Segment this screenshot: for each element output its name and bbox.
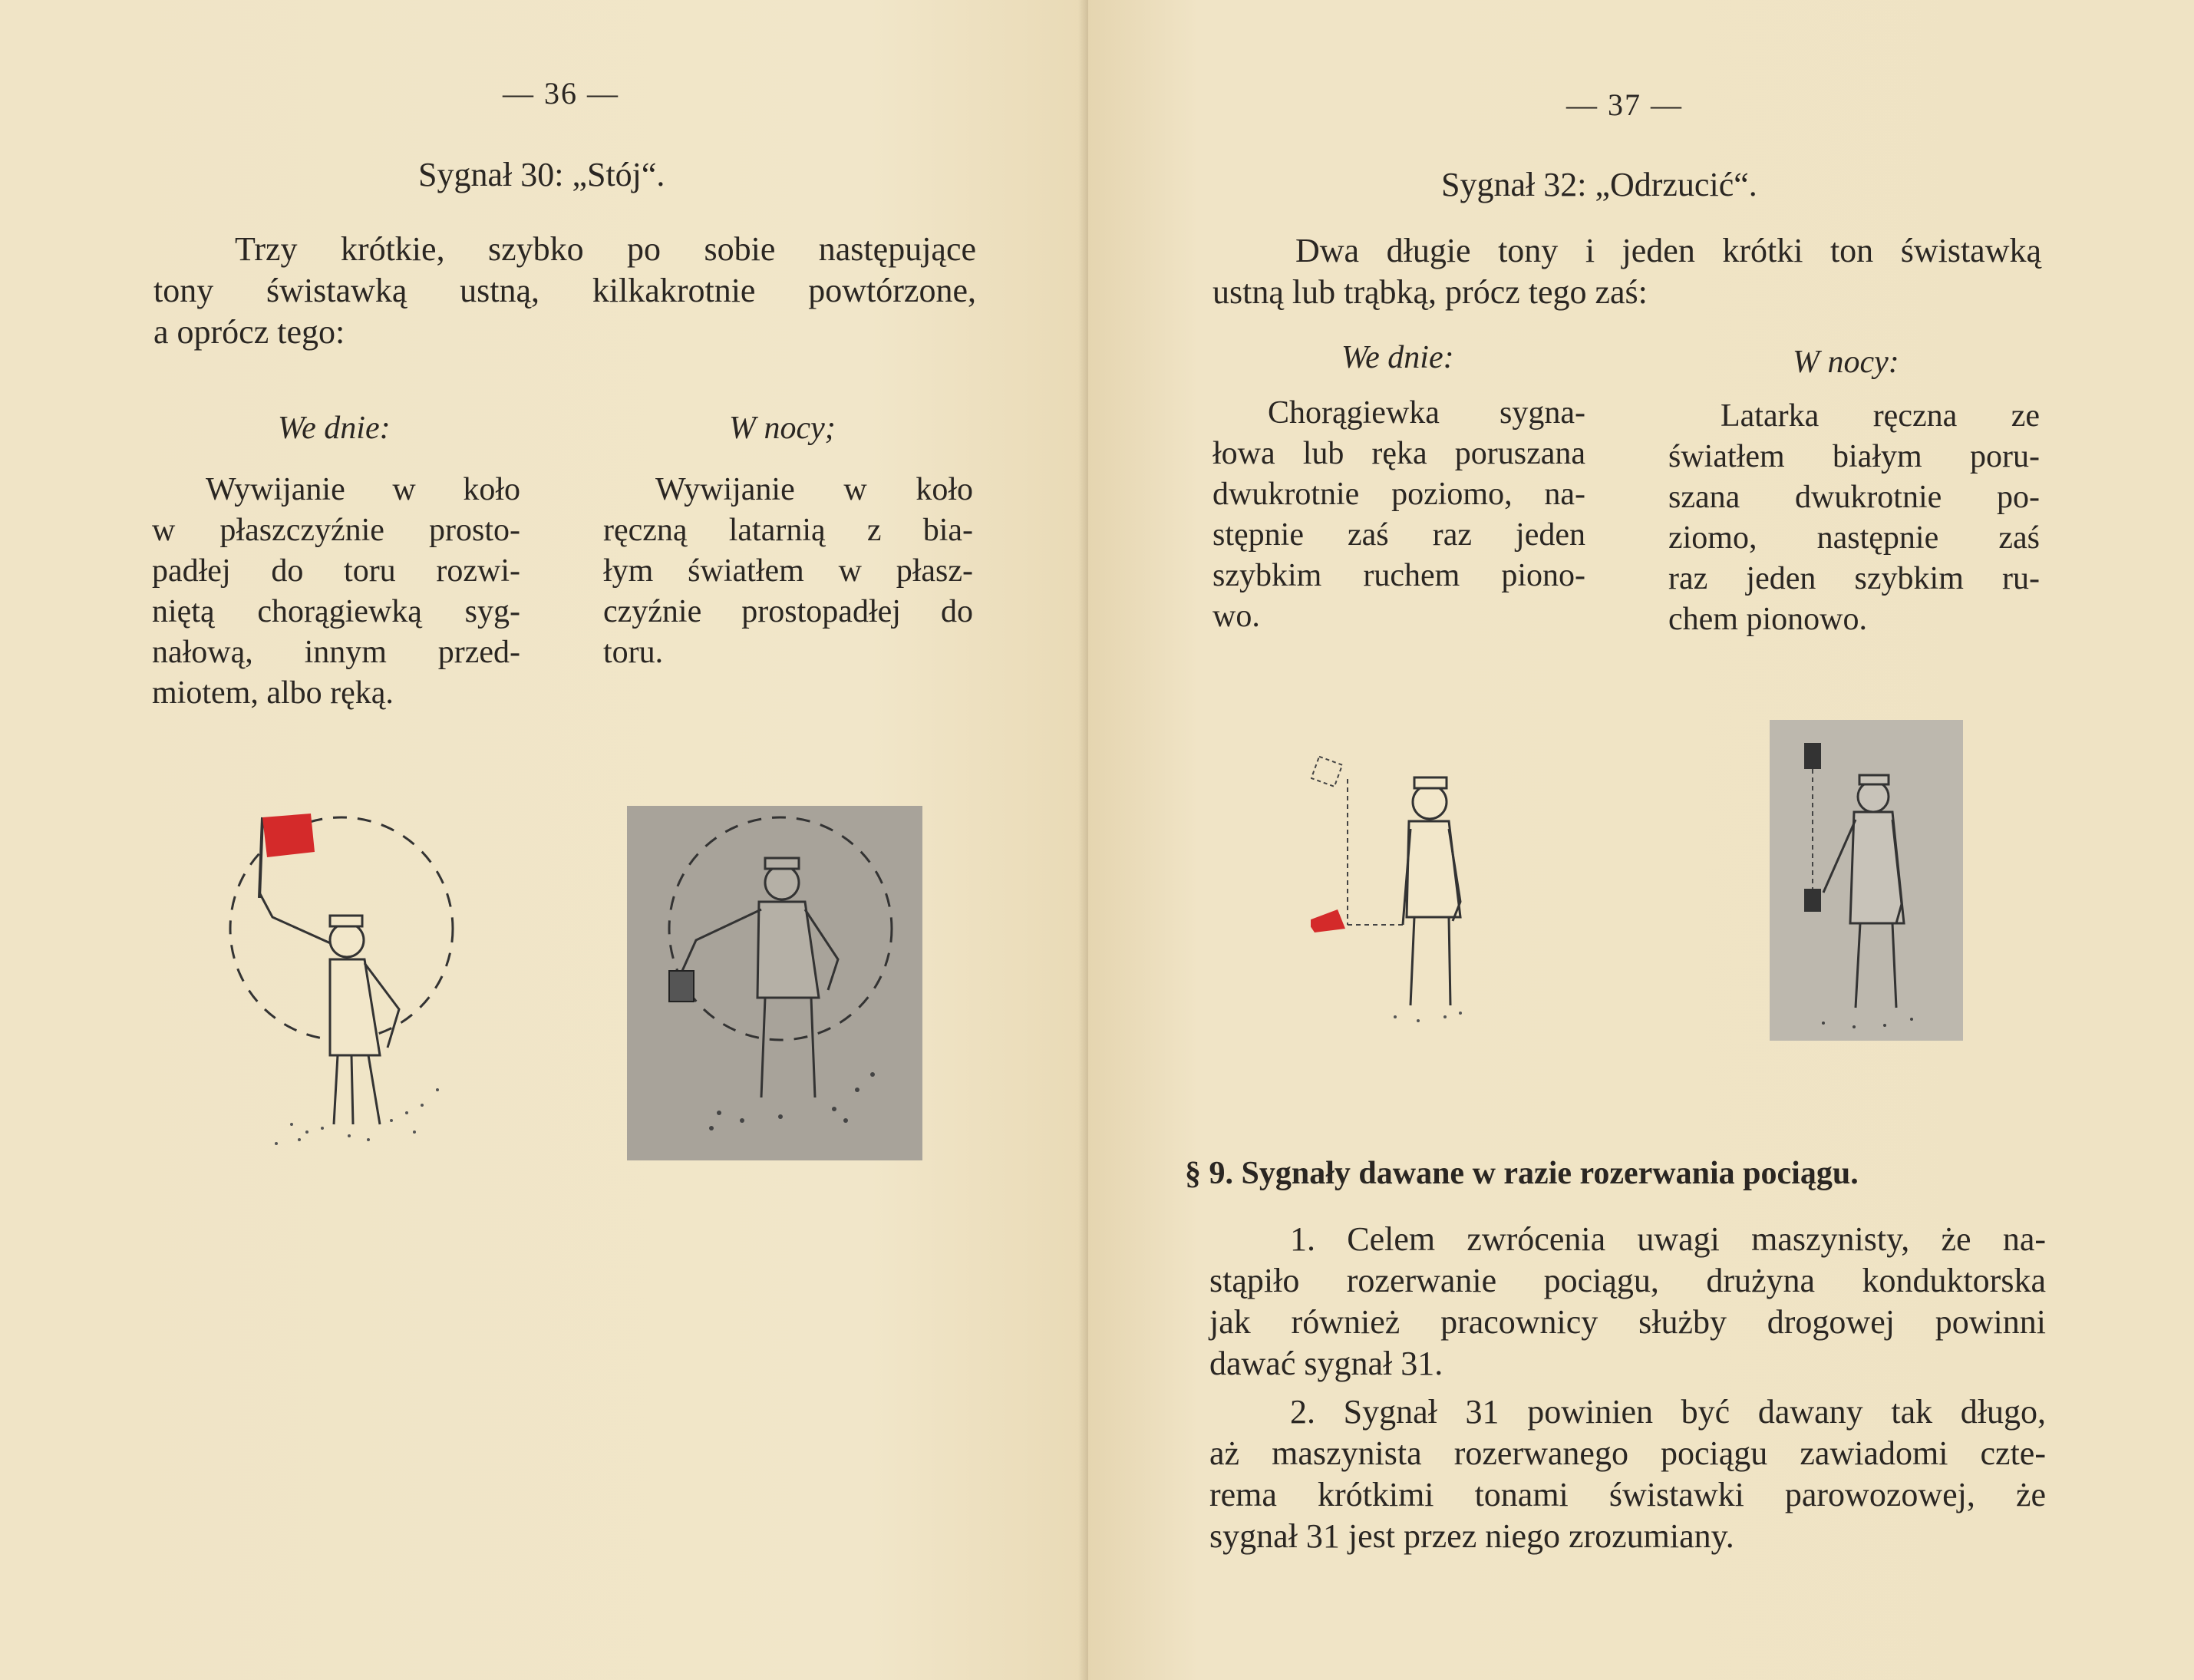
text-line: ręczną latarnią z bia- (603, 513, 973, 548)
text-line: toru. (603, 635, 664, 670)
text-line: ustną lub trąbką, prócz tego zaś: (1212, 273, 1648, 311)
text-line: Wywijanie w koło (206, 472, 520, 507)
page-number: — 37 — (1566, 87, 1683, 122)
text-line: łym światłem w płasz- (603, 553, 973, 589)
text-line: jak również pracownicy służby drogowej powinni (1209, 1303, 2046, 1341)
flagman-day-horizontal-illustration (1311, 748, 1503, 1032)
night-column (603, 470, 973, 673)
text-line: tony świstawką ustną, kilkakrotnie powtórzone, (153, 272, 976, 309)
text-line: łowa lub ręka poruszana (1212, 436, 1585, 471)
section-heading: § 9. Sygnały dawane w razie rozerwania pociągu. (1185, 1156, 1859, 1191)
section-item-1 (1209, 1219, 2046, 1385)
text-line: dawać sygnał 31. (1209, 1345, 1443, 1382)
day-column (152, 470, 520, 714)
text-line: aż maszynista rozerwanego pociągu zawiadomi czte- (1209, 1434, 2046, 1472)
right-page (1088, 0, 2194, 1680)
text-line: stąpiło rozerwanie pociągu, drużyna konduktorska (1209, 1262, 2046, 1299)
text-line: Latarka ręczna ze (1721, 398, 2040, 434)
text-line: miotem, albo ręką. (152, 675, 394, 711)
flagman-night-illustration (627, 806, 922, 1160)
text-line: Chorągiewka sygna- (1268, 395, 1585, 431)
text-line: chem pionowo. (1668, 602, 1867, 637)
section-item-2 (1209, 1391, 2046, 1557)
text-line: ziomo, następnie zaś (1668, 520, 2040, 556)
text-line: padłej do toru rozwi- (152, 553, 520, 589)
text-line: raz jeden szybkim ru- (1668, 561, 2040, 596)
intro-paragraph (153, 229, 976, 353)
page-number: — 36 — (503, 76, 619, 111)
night-label: W nocy; (729, 411, 836, 446)
day-label: We dnie: (278, 411, 391, 446)
text-line: stępnie zaś raz jeden (1212, 517, 1585, 553)
night-label: W nocy: (1793, 345, 1899, 380)
text-line: dwukrotnie poziomo, na- (1212, 477, 1585, 512)
flagman-night-vertical-illustration (1770, 720, 1963, 1041)
flagman-day-illustration (215, 802, 476, 1155)
text-line: światłem białym poru- (1668, 439, 2040, 474)
text-line: w płaszczyźnie prosto- (152, 513, 520, 548)
text-line: 2. Sygnał 31 powinien być dawany tak długo, (1290, 1393, 2046, 1431)
signal-heading: Sygnał 30: „Stój“. (418, 156, 665, 193)
text-line: 1. Celem zwrócenia uwagi maszynisty, że na- (1290, 1220, 2046, 1258)
signal-heading: Sygnał 32: „Odrzucić“. (1441, 166, 1757, 203)
text-line: czyźnie prostopadłej do (603, 594, 973, 629)
text-line: nałową, innym przed- (152, 635, 520, 670)
text-line: szybkim ruchem piono- (1212, 558, 1585, 593)
night-column (1668, 396, 2040, 640)
text-line: wo. (1212, 599, 1260, 634)
left-page (0, 0, 1088, 1680)
day-label: We dnie: (1341, 340, 1454, 375)
day-column (1212, 393, 1585, 637)
text-line: szana dwukrotnie po- (1668, 480, 2040, 515)
text-line: Wywijanie w koło (655, 472, 973, 507)
text-line: Dwa długie tony i jeden krótki ton świstawką (1295, 232, 2041, 269)
text-line: rema krótkimi tonami świstawki parowozowej, że (1209, 1476, 2046, 1513)
text-line: a oprócz tego: (153, 313, 345, 351)
intro-paragraph (1212, 230, 2041, 313)
text-line: Trzy krótkie, szybko po sobie następujące (235, 230, 976, 268)
text-line: sygnał 31 jest przez niego zrozumiany. (1209, 1517, 1734, 1555)
text-line: niętą chorągiewką syg- (152, 594, 520, 629)
